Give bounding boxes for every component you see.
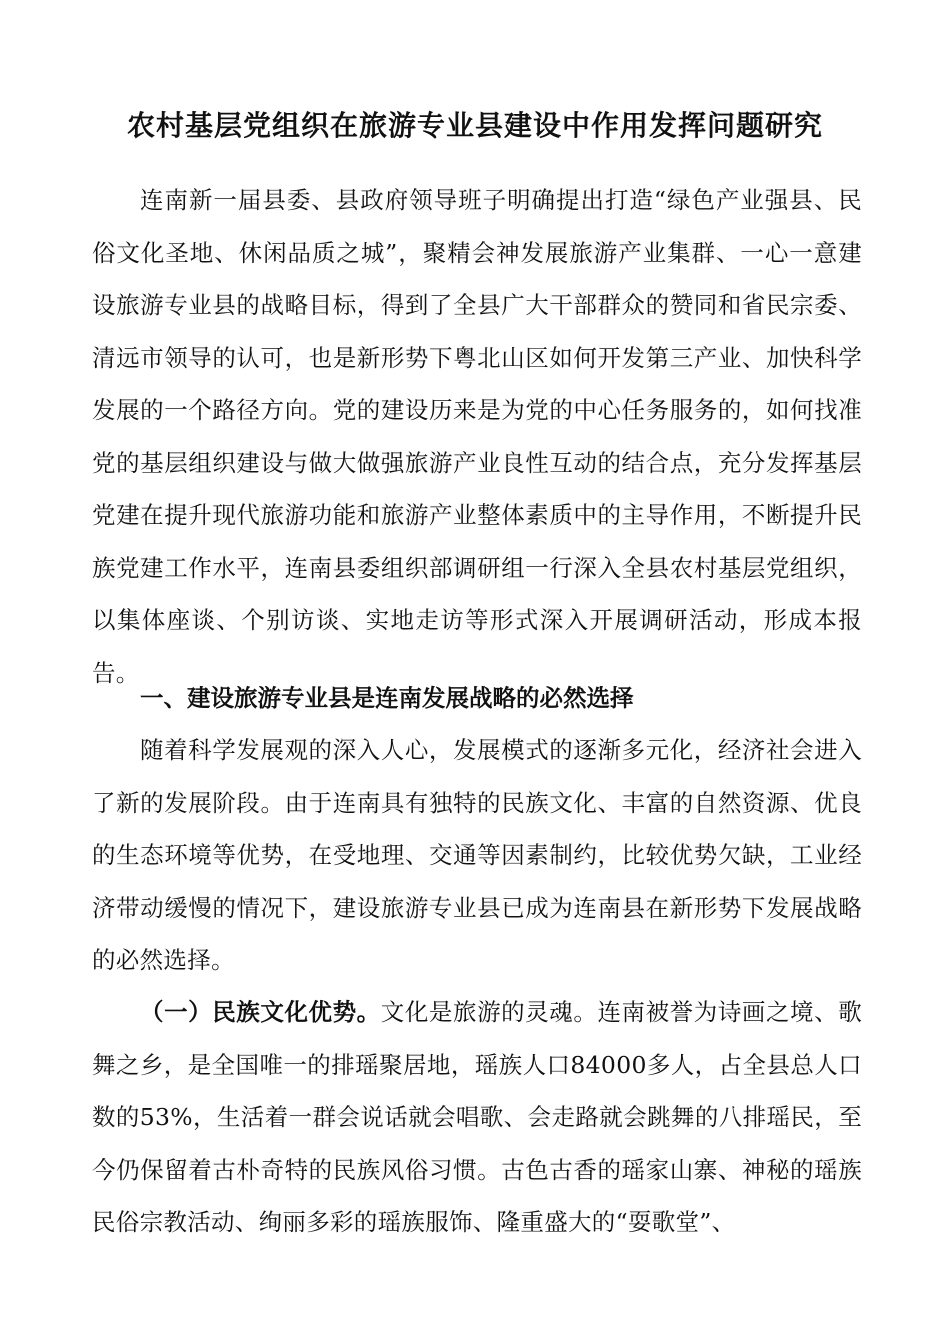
intro-paragraph: 连南新一届县委、县政府领导班子明确提出打造“绿色产业强县、民俗文化圣地、休闲品质之城”，聚精会神发展旅游产业集群、一心一意建设旅游专业县的战略目标，得到了全县广大干部群众的赞同和省民宗委、清远市领导的认可，也是新形势下粤北山区如何开发第三产业、加快科学发展的一个路径方向。党的建设历来是为党的中心任务服务的，如何找准党的基层组织建设与做大做强旅游产业良性互动的结合点，充分发挥基层党建在提升现代旅游功能和旅游产业整体素质中的主导作用，不断提升民族党建工作水平，连南县委组织部调研组一行深入全县农村基层党组织，以集体座谈、个别访谈、实地走访等形式深入开展调研活动，形成本报告。 — [92, 186, 862, 687]
document-title: 农村基层党组织在旅游专业县建设中作用发挥问题研究 — [126, 109, 823, 142]
subsection-paragraph — [92, 986, 862, 1249]
subsection-text: 文化是旅游的灵魂。连南被誉为诗画之境、歌舞之乡，是全国唯一的排瑶聚居地，瑶族人口84000多人，占全县总人口数的53%，生活着一群会说话就会唱歌、会走路就会跳舞的八排瑶民，至今仍保留着古朴奇特的民族风俗习惯。古色古香的瑶家山寨、神秘的瑶族民俗宗教活动、绚丽多彩的瑶族服饰、隆重盛大的“耍歌堂”、 — [92, 998, 863, 1236]
subsection-lead: （一）民族文化优势。 — [140, 998, 381, 1026]
section-paragraph: 随着科学发展观的深入人心，发展模式的逐渐多元化，经济社会进入了新的发展阶段。由于连南具有独特的民族文化、丰富的自然资源、优良的生态环境等优势，在受地理、交通等因素制约，比较优势欠缺，工业经济带动缓慢的情况下，建设旅游专业县已成为连南县在新形势下发展战略的必然选择。 — [92, 736, 862, 974]
section-heading: 一、建设旅游专业县是连南发展战略的必然选择 — [140, 684, 634, 712]
